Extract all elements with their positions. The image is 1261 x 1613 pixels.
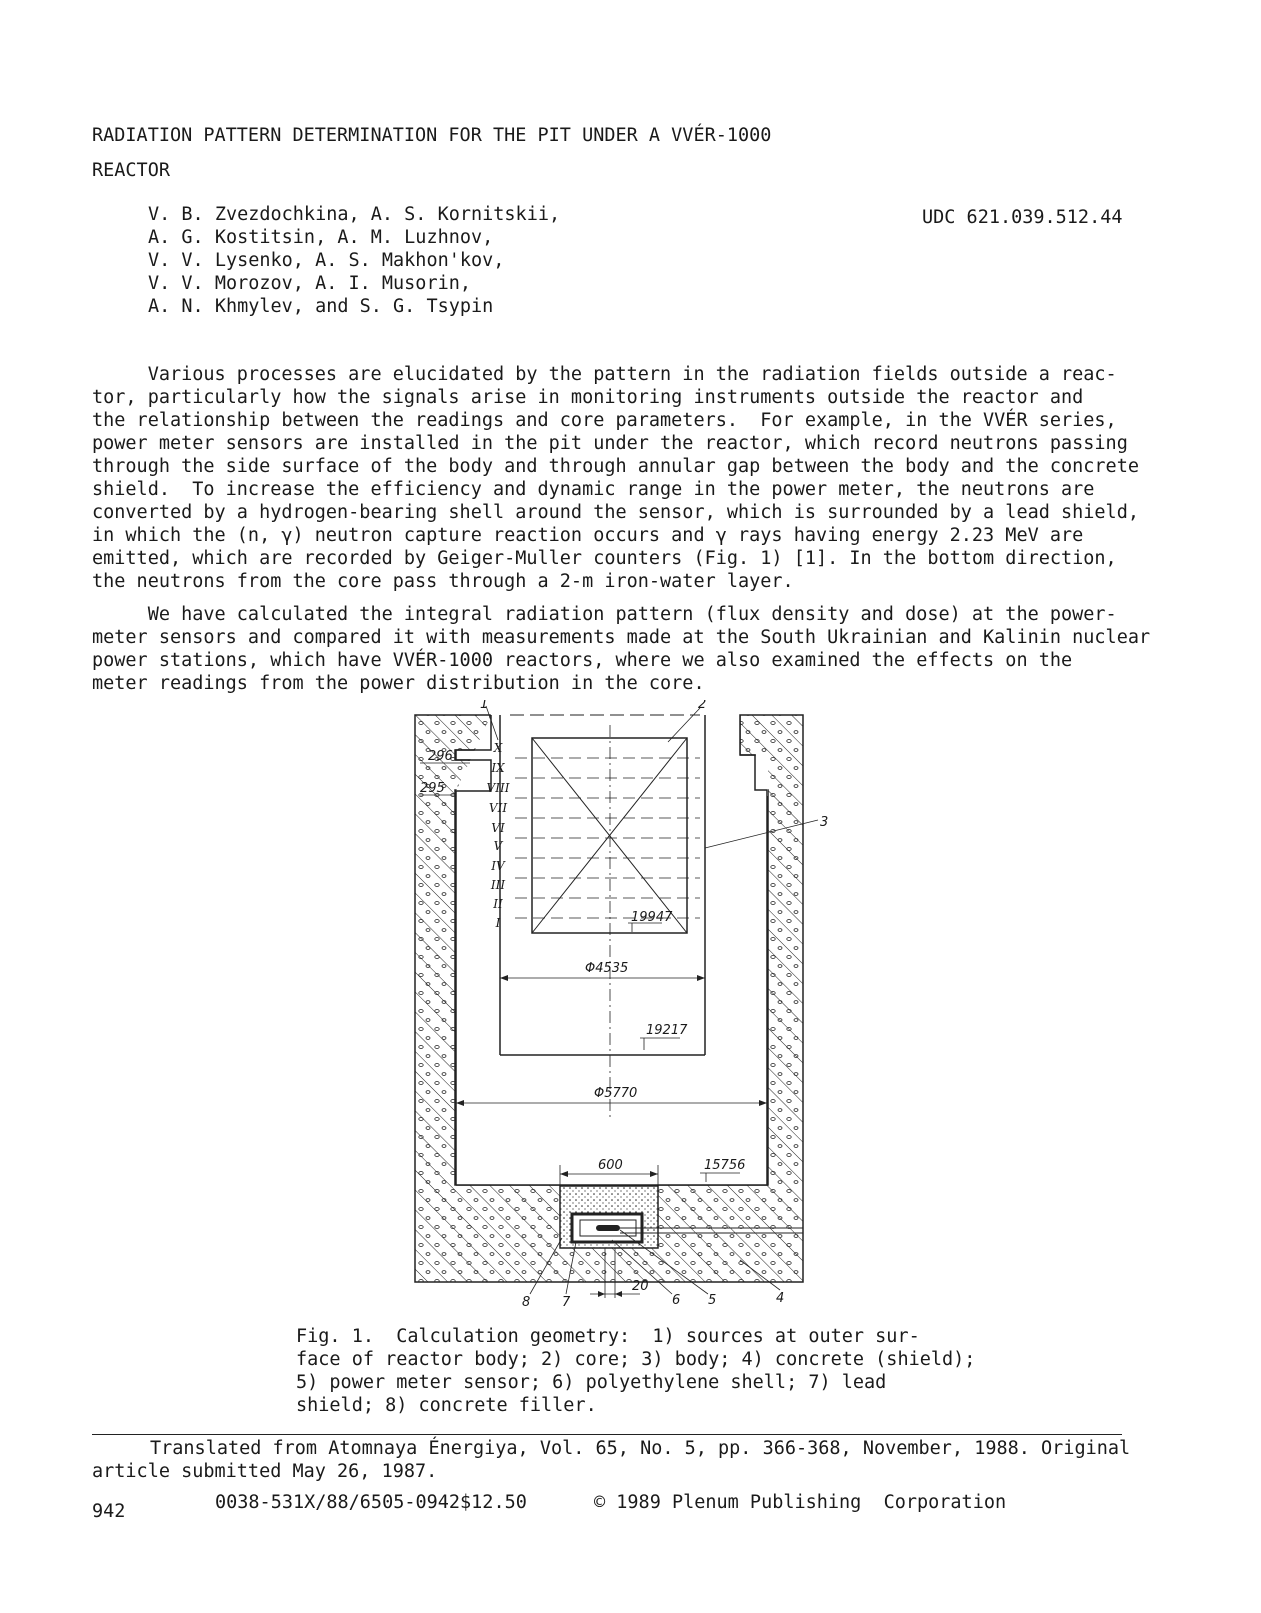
paragraph-2-line: We have calculated the integral radiation pattern (flux density and dose) at the power- [92,604,1117,625]
level-label: VIII [486,781,510,795]
level-label: VI [491,821,505,835]
dim-label: Φ4535 [585,961,629,976]
paragraph-1-line: Various processes are elucidated by the pattern in the radiation fields outside a reac- [92,364,1117,385]
copyright-notice: © 1989 Plenum Publishing Corporation [594,1492,1007,1513]
callout-1: 1 [480,700,489,712]
dim-label: 19947 [631,910,673,925]
dim-label: 600 [598,1158,623,1173]
level-label: IX [491,761,505,775]
callout-5: 5 [708,1293,717,1308]
paragraph-1-line: converted by a hydrogen-bearing shell around the sensor, which is surrounded by a lead shield, [92,502,1139,523]
dim-label: Φ5770 [594,1086,638,1101]
dim-label: 296 [428,749,453,764]
callout-8: 8 [522,1295,531,1310]
callout-6: 6 [672,1293,681,1308]
paragraph-1-line: through the side surface of the body and through annular gap between the body and the concrete [92,456,1139,477]
pit-cavity [456,791,767,1185]
author-line: V. B. Zvezdochkina, A. S. Kornitskii, [148,204,561,225]
paragraph-1-line: the neutrons from the core pass through a 2-m iron-water layer. [92,571,794,592]
footnote-line: Translated from Atomnaya Énergiya, Vol. 65, No. 5, pp. 366-368, November, 1988. Original [150,1438,1131,1459]
figure-caption-line: 5) power meter sensor; 6) polyethylene shell; 7) lead [296,1372,887,1393]
figure-caption-line: shield; 8) concrete filler. [296,1395,597,1416]
dim-label: 15756 [704,1158,746,1173]
level-label: VII [488,801,508,815]
paper-title-line-1: RADIATION PATTERN DETERMINATION FOR THE PIT UNDER A VVÉR-1000 [92,125,772,146]
page-number: 942 [92,1501,126,1522]
paragraph-1-line: shield. To increase the efficiency and dynamic range in the power meter, the neutrons are [92,479,1095,500]
udc-code: UDC 621.039.512.44 [922,207,1123,228]
level-label: I [495,916,501,930]
paragraph-1-line: tor, particularly how the signals arise in monitoring instruments outside the reactor and [92,387,1084,408]
figure-caption-line: Fig. 1. Calculation geometry: 1) sources at outer sur- [296,1326,920,1347]
paragraph-1-line: the relationship between the readings and core parameters. For example, in the VVÉR series, [92,410,1117,431]
figure-calculation-geometry [400,700,860,1320]
author-line: A. G. Kostitsin, A. M. Luzhnov, [148,227,494,248]
footnote-divider [92,1434,1122,1435]
power-meter-sensor [596,1225,620,1231]
level-label: IV [491,859,505,873]
paragraph-2-line: meter sensors and compared it with measurements made at the South Ukrainian and Kalinin nuclear [92,627,1151,648]
issn-code: 0038-531X/88/6505-0942$12.50 [215,1492,527,1513]
paragraph-1-line: power meter sensors are installed in the pit under the reactor, which record neutrons passing [92,433,1128,454]
callout-4: 4 [776,1291,785,1306]
dim-label: 295 [420,781,445,796]
footnote-line: article submitted May 26, 1987. [92,1461,438,1482]
paragraph-1-line: emitted, which are recorded by Geiger-Muller counters (Fig. 1) [1]. In the bottom direction, [92,548,1117,569]
callout-3: 3 [820,815,829,830]
paper-title-line-2: REACTOR [92,160,170,181]
paragraph-2-line: meter readings from the power distribution in the core. [92,673,705,694]
author-line: V. V. Morozov, A. I. Musorin, [148,273,472,294]
callout-7: 7 [562,1295,571,1310]
callout-2: 2 [698,700,707,712]
level-label: III [490,878,506,892]
paragraph-2-line: power stations, which have VVÉR-1000 reactors, where we also examined the effects on the [92,650,1073,671]
level-label: II [493,897,503,911]
author-line: A. N. Khmylev, and S. G. Tsypin [148,296,494,317]
dim-label: 19217 [646,1023,688,1038]
paragraph-1-line: in which the (n, γ) neutron capture reaction occurs and γ rays having energy 2.23 MeV are [92,525,1084,546]
dim-label: 20 [632,1279,649,1294]
figure-caption-line: face of reactor body; 2) core; 3) body; 4) concrete (shield); [296,1349,976,1370]
level-label: X [493,741,503,755]
author-line: V. V. Lysenko, A. S. Makhon'kov, [148,250,505,271]
level-label: V [493,839,503,853]
